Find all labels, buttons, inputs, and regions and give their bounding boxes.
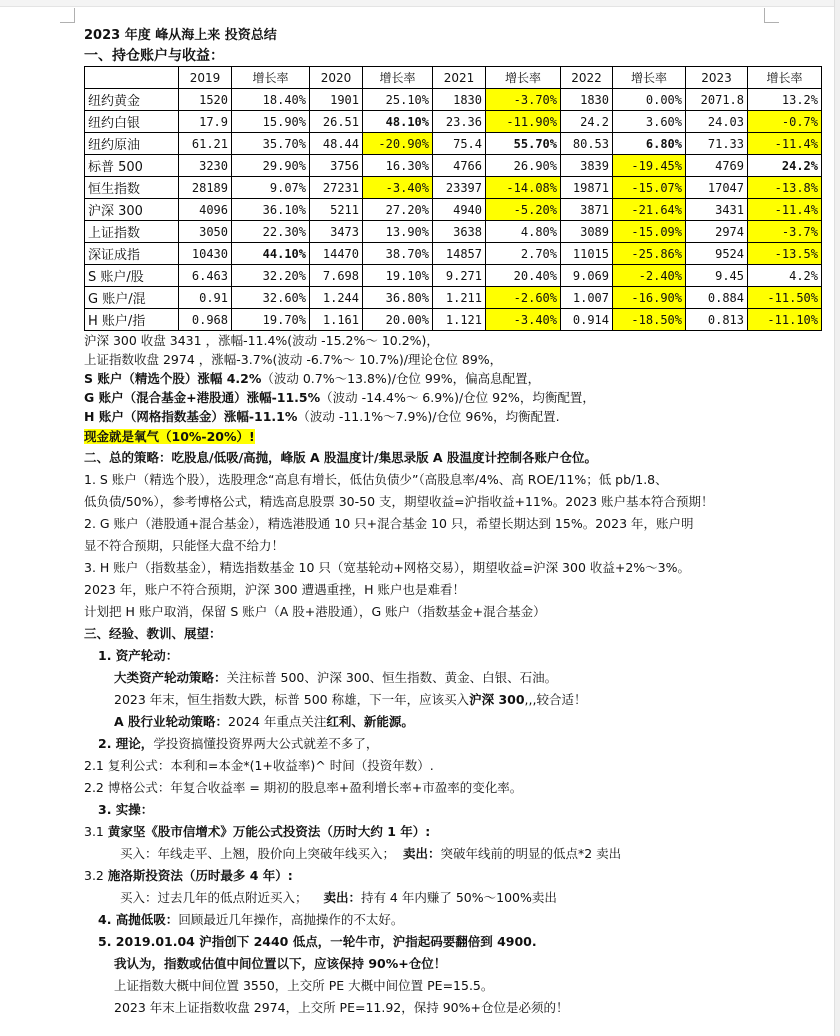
value-cell: 24.03 [686,111,748,133]
growth-cell: 36.80% [363,287,433,309]
value-cell: 11015 [561,243,613,265]
method-2-buy: 过去几年的低点附近买入； [157,890,308,905]
value-cell: 1.007 [561,287,613,309]
row-label: H 账户/指 [85,309,179,331]
growth-cell: -13.5% [748,243,822,265]
sub-buy-low-sell-high [84,909,824,931]
value-cell: 3756 [310,155,363,177]
value-cell: 9.069 [561,265,613,287]
strategy-2-line-2: 显不符合预期，只能怪大盘不给力！ [84,538,285,553]
value-cell: 3638 [433,221,486,243]
value-cell: 1830 [433,89,486,111]
section-1-heading: 一、持仓账户与收益： [84,48,224,64]
value-cell: 3431 [686,199,748,221]
value-cell: 4940 [433,199,486,221]
sub-4-text: 回顾最近几年操作，高抛操作的不太好。 [178,912,404,927]
growth-cell: 32.60% [232,287,310,309]
sub-theory [84,733,824,755]
note-hs300: 沪深 300 收盘 3431 ，涨幅-11.4%(波动 -15.2%～ 10.2%)， [84,333,439,348]
growth-cell: 3.60% [613,111,686,133]
strategy-2-line-1: 2. G 账户（港股通+混合基金），精选港股通 10 只+混合基金 10 只，希望长期达到 15%。2023 年，账户明 [84,516,694,531]
value-cell: 3473 [310,221,363,243]
value-cell: 23.36 [433,111,486,133]
growth-cell: 4.80% [486,221,561,243]
cash-highlight: 现金就是氧气（10%-20%）! [84,429,255,444]
growth-cell: -25.86% [613,243,686,265]
bull-market-year-end: 2023 年末上证指数收盘 2974，上交所 PE=11.92，保持 90%+仓位是必须的！ [114,1000,569,1015]
column-header: 2020 [310,67,363,89]
note-s-account-rest: （波动 0.7%～13.8%)/仓位 99%，偏高息配置， [261,371,541,386]
table-row [85,177,822,199]
table-header-row [85,67,822,89]
growth-cell: 26.90% [486,155,561,177]
growth-cell: 22.30% [232,221,310,243]
column-header: 增长率 [363,67,433,89]
growth-cell: 20.00% [363,309,433,331]
row-label: 沪深 300 [85,199,179,221]
column-header: 2023 [686,67,748,89]
asset-rotation-line-2 [84,689,824,711]
growth-cell: -15.09% [613,221,686,243]
growth-cell: -0.7% [748,111,822,133]
row-label: S 账户/股 [85,265,179,287]
asset-rotation-l2b: ,,,较合适！ [524,692,587,707]
doc-title: 2023 年度 峰从海上来 投资总结 [84,28,277,43]
note-g-account-bold: G 账户（混合基金+港股通）涨幅-11.5% [84,390,321,405]
asset-rotation-line-1 [84,667,824,689]
value-cell: 0.813 [686,309,748,331]
bull-market-midpoint: 上证指数大概中间位置 3550，上交所 PE 大概中间位置 PE=15.5。 [114,978,494,993]
growth-cell: -11.4% [748,133,822,155]
value-cell: 9.45 [686,265,748,287]
value-cell: 1520 [179,89,232,111]
table-row [85,221,822,243]
sub-theory-text: 学投资搞懂投资界两大公式就差不多了， [153,736,379,751]
method-1-title [84,821,824,843]
section-2-heading: 二、总的策略：吃股息/低吸/高抛，峰版 A 股温度计/集思录版 A 股温度计控制各账户仓位。 [84,450,597,465]
row-label: G 账户/混 [85,287,179,309]
table-row [85,199,822,221]
row-label: 恒生指数 [85,177,179,199]
method-2-rules [84,887,824,909]
growth-cell: 19.10% [363,265,433,287]
column-header: 2019 [179,67,232,89]
sub-theory-label: 2. 理论， [98,736,154,751]
growth-cell: -13.8% [748,177,822,199]
growth-cell: 6.80% [613,133,686,155]
value-cell: 1.244 [310,287,363,309]
growth-cell: 27.20% [363,199,433,221]
column-header: 增长率 [613,67,686,89]
value-cell: 6.463 [179,265,232,287]
growth-cell: 16.30% [363,155,433,177]
growth-cell: -3.7% [748,221,822,243]
window-right-edge [834,0,840,1036]
growth-cell: 29.90% [232,155,310,177]
growth-cell: 2.70% [486,243,561,265]
sub-bull-market: 5. 2019.01.04 沪指创下 2440 低点，一轮牛市，沪指起码要翻倍到 4900. [98,934,537,949]
growth-cell: 55.70% [486,133,561,155]
value-cell: 5211 [310,199,363,221]
value-cell: 0.914 [561,309,613,331]
growth-cell: -21.64% [613,199,686,221]
method-1-buy-label: 买入： [120,846,158,861]
industry-rotation-line [84,711,824,733]
growth-cell: -15.07% [613,177,686,199]
asset-rotation-label: 大类资产轮动策略： [114,670,227,685]
growth-cell: 24.2% [748,155,822,177]
asset-rotation-l2a: 2023 年末，恒生指数大跌，标普 500 称雄，下一年，应该买入 [114,692,470,707]
method-1-buy: 年线走平、上翘，股价向上突破年线买入； [157,846,396,861]
growth-cell: 35.70% [232,133,310,155]
note-shanghai: 上证指数收盘 2974 ，涨幅-3.7%(波动 -6.7%～ 10.7%)/理论仓位 89%， [84,352,503,367]
column-header: 2022 [561,67,613,89]
strategy-3-line-1: 3. H 账户（指数基金），精选指数基金 10 只（宽基轮动+网格交易），期望收益=沪深 300 收益+2%～3%。 [84,560,691,575]
note-h-account-rest: （波动 -11.1%～7.9%)/仓位 96%，均衡配置. [297,409,560,424]
strategy-3-line-2: 2023 年，账户不符合预期，沪深 300 遭遇重挫，H 账户也是难看！ [84,582,465,597]
growth-cell: 13.90% [363,221,433,243]
row-label: 纽约白银 [85,111,179,133]
value-cell: 75.4 [433,133,486,155]
value-cell: 26.51 [310,111,363,133]
value-cell: 1830 [561,89,613,111]
value-cell: 19871 [561,177,613,199]
value-cell: 17047 [686,177,748,199]
growth-cell: 18.40% [232,89,310,111]
method-2-name: 施洛斯投资法（历时最多 4 年）: [107,868,293,883]
growth-cell: -18.50% [613,309,686,331]
holdings-table [84,66,822,331]
row-label: 深证成指 [85,243,179,265]
industry-rotation-text: 2024 年重点关注 [228,714,327,729]
growth-cell: -5.20% [486,199,561,221]
value-cell: 17.9 [179,111,232,133]
table-row [85,89,822,111]
column-header: 增长率 [486,67,561,89]
strategy-1-line-1: 1. S 账户（精选个股），选股理念“高息有增长，低估负债少”（高股息率/4%、高 ROE/11%；低 pb/1.8、 [84,472,668,487]
industry-rotation-label: A 股行业轮动策略： [114,714,229,729]
sub-4-label: 4. 高抛低吸： [98,912,179,927]
table-row [85,309,822,331]
growth-cell: -2.40% [613,265,686,287]
sub-asset-rotation: 1. 资产轮动： [98,648,179,663]
growth-cell: 38.70% [363,243,433,265]
column-header [85,67,179,89]
row-label: 标普 500 [85,155,179,177]
value-cell: 14470 [310,243,363,265]
method-1-sell: 突破年线前的明显的低点*2 卖出 [440,846,622,861]
column-header: 增长率 [748,67,822,89]
growth-cell: -2.60% [486,287,561,309]
row-label: 纽约原油 [85,133,179,155]
value-cell: 7.698 [310,265,363,287]
value-cell: 4769 [686,155,748,177]
growth-cell: 0.00% [613,89,686,111]
value-cell: 2071.8 [686,89,748,111]
section-3-heading: 三、经验、教训、展望： [84,626,222,641]
document-page [84,26,824,1019]
value-cell: 3089 [561,221,613,243]
value-cell: 0.968 [179,309,232,331]
growth-cell: 19.70% [232,309,310,331]
value-cell: 48.44 [310,133,363,155]
note-cash [84,426,824,447]
value-cell: 3839 [561,155,613,177]
method-2-title [84,865,824,887]
method-2-buy-label: 买入： [120,890,158,905]
industry-rotation-focus: 红利、新能源。 [326,714,414,729]
note-h-account [84,407,824,426]
row-label: 纽约黄金 [85,89,179,111]
growth-cell: 9.07% [232,177,310,199]
value-cell: 24.2 [561,111,613,133]
note-g-account [84,388,824,407]
value-cell: 4096 [179,199,232,221]
growth-cell: -11.90% [486,111,561,133]
growth-cell: -11.10% [748,309,822,331]
value-cell: 80.53 [561,133,613,155]
method-1-name: 黄家坚《股市信增术》万能公式投资法（历时大约 1 年）: [107,824,431,839]
growth-cell: 4.2% [748,265,822,287]
value-cell: 9524 [686,243,748,265]
table-row [85,133,822,155]
method-1-sell-label: 卖出： [402,846,441,861]
growth-cell: 48.10% [363,111,433,133]
strategy-plan: 计划把 H 账户取消，保留 S 账户（A 股+港股通），G 账户（指数基金+混合基金） [84,604,546,619]
growth-cell: -20.90% [363,133,433,155]
value-cell: 14857 [433,243,486,265]
margin-corner-mark-left [60,8,75,23]
growth-cell: -11.4% [748,199,822,221]
value-cell: 3050 [179,221,232,243]
note-g-account-rest: （波动 -14.4%～ 6.9%)/仓位 92%，均衡配置， [320,390,595,405]
compound-formula: 2.1 复利公式：本利和=本金*(1+收益率)^ 时间（投资年数）. [84,758,434,773]
value-cell: 28189 [179,177,232,199]
value-cell: 0.91 [179,287,232,309]
value-cell: 23397 [433,177,486,199]
growth-cell: -14.08% [486,177,561,199]
growth-cell: -11.50% [748,287,822,309]
table-row [85,155,822,177]
value-cell: 0.884 [686,287,748,309]
growth-cell: -3.40% [363,177,433,199]
method-1-rules [84,843,824,865]
bogle-formula: 2.2 博格公式：年复合收益率 = 期初的股息率+盈利增长率+市盈率的变化率。 [84,780,523,795]
value-cell: 1.161 [310,309,363,331]
column-header: 增长率 [232,67,310,89]
note-s-account [84,369,824,388]
growth-cell: 13.2% [748,89,822,111]
sub-practice: 3. 实操： [98,802,154,817]
value-cell: 3871 [561,199,613,221]
table-row [85,265,822,287]
method-2-sell-label: 卖出： [323,890,361,905]
column-header: 2021 [433,67,486,89]
method-2-number: 3.2 [84,868,108,883]
value-cell: 61.21 [179,133,232,155]
value-cell: 71.33 [686,133,748,155]
value-cell: 3230 [179,155,232,177]
growth-cell: 25.10% [363,89,433,111]
growth-cell: -3.70% [486,89,561,111]
value-cell: 2974 [686,221,748,243]
growth-cell: -16.90% [613,287,686,309]
strategy-1-line-2: 低负债/50%），参考博格公式，精选高息股票 30-50 支，期望收益=沪指收益+11%。2023 账户基本符合预期！ [84,494,714,509]
asset-rotation-text: 关注标普 500、沪深 300、恒生指数、黄金、白银、石油。 [226,670,558,685]
growth-cell: 20.40% [486,265,561,287]
table-row [85,287,822,309]
growth-cell: -3.40% [486,309,561,331]
bull-market-opinion: 我认为，指数或估值中间位置以下，应该保持 90%+仓位！ [114,956,447,971]
growth-cell: 15.90% [232,111,310,133]
value-cell: 27231 [310,177,363,199]
value-cell: 4766 [433,155,486,177]
window-top-edge [0,0,840,7]
value-cell: 9.271 [433,265,486,287]
growth-cell: 36.10% [232,199,310,221]
value-cell: 1901 [310,89,363,111]
value-cell: 1.121 [433,309,486,331]
table-row [85,111,822,133]
growth-cell: -19.45% [613,155,686,177]
value-cell: 1.211 [433,287,486,309]
note-s-account-bold: S 账户（精选个股）涨幅 4.2% [84,371,262,386]
margin-corner-mark-right [764,8,779,23]
note-h-account-bold: H 账户（网格指数基金）涨幅-11.1% [84,409,298,424]
table-row [85,243,822,265]
method-2-sell: 持有 4 年内赚了 50%～100%卖出 [360,890,557,905]
asset-rotation-l2-bold: 沪深 300 [469,692,525,707]
method-1-number: 3.1 [84,824,108,839]
row-label: 上证指数 [85,221,179,243]
growth-cell: 44.10% [232,243,310,265]
value-cell: 10430 [179,243,232,265]
growth-cell: 32.20% [232,265,310,287]
